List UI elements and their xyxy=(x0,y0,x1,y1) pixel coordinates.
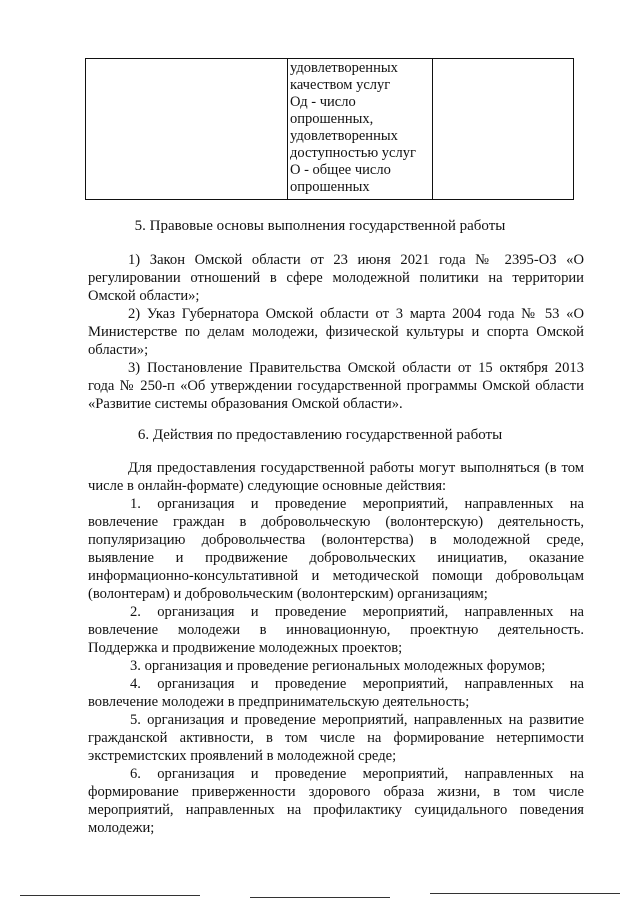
paragraph-line: Министерстве по делам молодежи, физической культуры и спорта Омской xyxy=(88,324,584,340)
table-cell-formula xyxy=(288,59,433,200)
paragraph-line: молодежи; xyxy=(88,820,155,836)
paragraph-line: вовлечение граждан в добровольческую (волонтерскую) деятельность, xyxy=(88,514,584,530)
paragraph-line: регулировании отношений в сфере молодежной политики на территории xyxy=(88,270,584,286)
paragraph-line: 6. организация и проведение мероприятий, направленных на xyxy=(130,766,584,782)
scan-artifact-line xyxy=(250,897,390,898)
paragraph-line: 3. организация и проведение региональных молодежных форумов; xyxy=(130,658,546,674)
paragraph-line: числе в онлайн-формате) следующие основные действия: xyxy=(88,478,447,494)
table-line: доступностью услуг xyxy=(290,145,416,161)
paragraph-line: области»; xyxy=(88,342,149,358)
section-5-title: 5. Правовые основы выполнения государственной работы xyxy=(134,218,506,234)
table-line: О - общее число xyxy=(290,162,391,178)
paragraph-line: вовлечение молодежи в инновационную, проектную деятельность. xyxy=(88,622,584,638)
paragraph-line: «Развитие системы образования Омской области». xyxy=(88,396,403,412)
paragraph-line: вовлечение молодежи в предпринимательскую деятельность; xyxy=(88,694,470,710)
section-6-title: 6. Действия по предоставлению государственной работы xyxy=(137,427,503,443)
paragraph-line: 1) Закон Омской области от 23 июня 2021 года № 2395-ОЗ «О xyxy=(128,252,584,268)
paragraph-line: выявление и продвижение добровольческих инициатив, оказание xyxy=(88,550,584,566)
paragraph-line: популяризацию добровольчества (волонтерства) в молодежной среде, xyxy=(88,532,584,548)
table-line: качеством услуг xyxy=(290,77,391,93)
paragraph-line: 4. организация и проведение мероприятий, направленных на xyxy=(130,676,584,692)
paragraph-line: 3) Постановление Правительства Омской области от 15 октября 2013 xyxy=(128,360,584,376)
table-line: опрошенных xyxy=(290,179,370,195)
scan-artifact-line xyxy=(430,893,620,894)
paragraph-line: Омской области»; xyxy=(88,288,200,304)
indicator-table-fragment xyxy=(85,58,574,200)
table-line: удовлетворенных xyxy=(290,128,398,144)
paragraph-line: экстремистских проявлений в молодежной среде; xyxy=(88,748,397,764)
paragraph-line: года № 250-п «Об утверждении государственной программы Омской области xyxy=(88,378,584,394)
paragraph-line: 1. организация и проведение мероприятий, направленных на xyxy=(130,496,584,512)
paragraph-line: мероприятий, направленных на профилактику суицидального поведения xyxy=(88,802,584,818)
table-line: опрошенных, xyxy=(290,111,374,127)
table-cell-empty-2 xyxy=(433,59,574,200)
paragraph-line: гражданской активности, в том числе на формирование нетерпимости xyxy=(88,730,584,746)
table-line: удовлетворенных xyxy=(290,60,398,76)
paragraph-line: (волонтерам) и добровольческим (волонтерским) организациям; xyxy=(88,586,488,602)
table-line: Од - число xyxy=(290,94,356,110)
table-cell-empty-1 xyxy=(86,59,288,200)
paragraph-line: 2) Указ Губернатора Омской области от 3 марта 2004 года № 53 «О xyxy=(128,306,584,322)
paragraph-line: формирование приверженности здорового образа жизни, в том числе xyxy=(88,784,584,800)
paragraph-line: 2. организация и проведение мероприятий, направленных на xyxy=(130,604,584,620)
paragraph-line: 5. организация и проведение мероприятий, направленных на развитие xyxy=(130,712,584,728)
paragraph-line: информационно-консультативной и методической помощи добровольцам xyxy=(88,568,584,584)
section-5-body xyxy=(88,251,584,413)
section-6-body xyxy=(88,459,584,837)
paragraph-line: Поддержка и продвижение молодежных проектов; xyxy=(88,640,403,656)
scan-artifact-line xyxy=(20,895,200,896)
paragraph-line: Для предоставления государственной работы могут выполняться (в том xyxy=(128,460,584,476)
